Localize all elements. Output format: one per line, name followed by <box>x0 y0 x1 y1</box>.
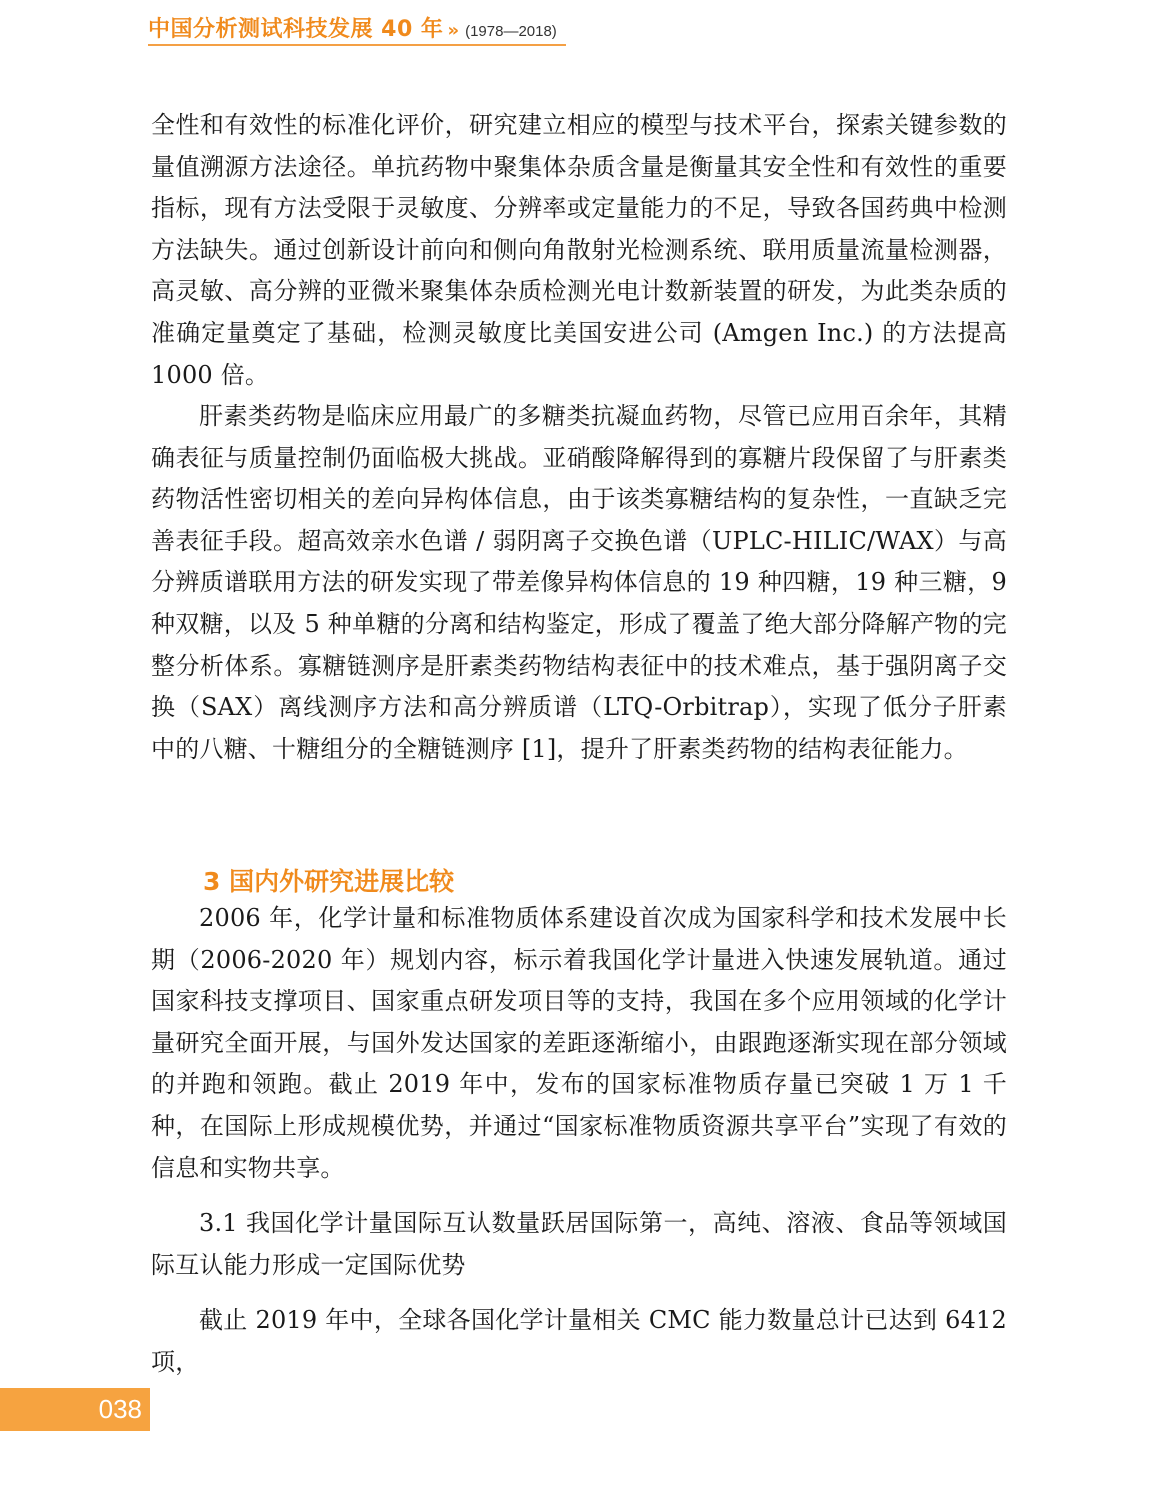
paragraph-continuation: 全性和有效性的标准化评价，研究建立相应的模型与技术平台，探索关键参数的量值溯源方法途径。单抗药物中聚集体杂质含量是衡量其安全性和有效性的重要指标，现有方法受限于灵敏度、分辨率或定量能力的不足，导致各国药典中检测方法缺失。通过创新设计前向和侧向角散射光检测系统、联用质量流量检测器，高灵敏、高分辨的亚微米聚集体杂质检测光电计数新装置的研发，为此类杂质的准确定量奠定了基础，检测灵敏度比美国安进公司 (Amgen Inc.) 的方法提高 1000 倍。 <box>151 111 1007 389</box>
running-header <box>148 12 557 44</box>
body-block-1 <box>151 105 1007 396</box>
year-range: (1978—2018) <box>465 23 557 40</box>
body-block-3 <box>151 898 1007 1189</box>
header-divider <box>148 44 566 46</box>
paragraph-heparin: 肝素类药物是临床应用最广的多糖类抗凝血药物，尽管已应用百余年，其精确表征与质量控制仍面临极大挑战。亚硝酸降解得到的寡糖片段保留了与肝素类药物活性密切相关的差向异构体信息，由于该类寡糖结构的复杂性，一直缺乏完善表征手段。超高效亲水色谱 / 弱阴离子交换色谱（UPLC-HILIC/WAX）与高分辨质谱联用方法的研发实现了带差像异构体信息的 19 种四糖，19 种三糖，9 种双糖，以及 5 种单糖的分离和结构鉴定，形成了覆盖了绝大部分降解产物的完整分析体系。寡糖链测序是肝素类药物结构表征中的技术难点，基于强阴离子交换（SAX）离线测序方法和高分辨质谱（LTQ-Orbitrap），实现了低分子肝素中的八糖、十糖组分的全糖链测序 [1]，提升了肝素类药物的结构表征能力。 <box>151 402 1007 763</box>
body-block-4 <box>151 1203 1007 1286</box>
subsection-heading: 3.1 我国化学计量国际互认数量跃居国际第一，高纯、溶液、食品等领域国际互认能力形成一定国际优势 <box>151 1209 1007 1279</box>
body-block-2 <box>151 396 1007 770</box>
section-heading: 3 国内外研究进展比较 <box>203 867 455 896</box>
body-block-5 <box>151 1300 1007 1383</box>
paragraph-chemical-metrology: 2006 年，化学计量和标准物质体系建设首次成为国家科学和技术发展中长期（2006-2020 年）规划内容，标示着我国化学计量进入快速发展轨道。通过国家科技支撑项目、国家重点研发项目等的支持，我国在多个应用领域的化学计量研究全面开展，与国外发达国家的差距逐渐缩小，由跟跑逐渐实现在部分领域的并跑和领跑。截止 2019 年中，发布的国家标准物质存量已突破 1 万 1 千种，在国际上形成规模优势，并通过“国家标准物质资源共享平台”实现了有效的信息和实物共享。 <box>151 904 1007 1182</box>
double-chevron-icon: » <box>447 20 460 41</box>
page-number: 038 <box>0 1388 150 1431</box>
paragraph-cmc: 截止 2019 年中，全球各国化学计量相关 CMC 能力数量总计已达到 6412 项， <box>151 1306 1007 1376</box>
book-title: 中国分析测试科技发展 40 年 <box>148 17 444 42</box>
